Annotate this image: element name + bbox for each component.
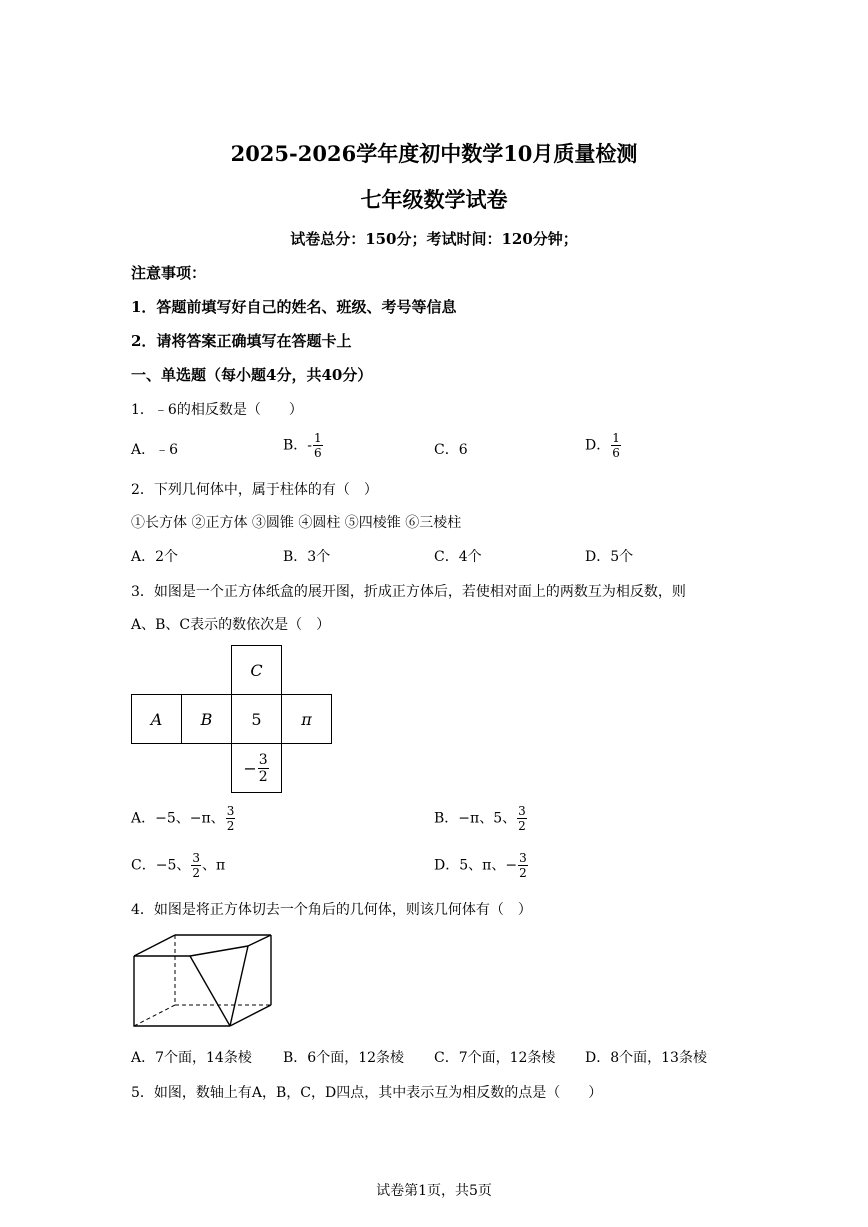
q2-option-a: A．2个 — [131, 549, 179, 565]
net-frac-numerator: 3 — [258, 751, 268, 768]
q2-items: ①长方体 ②正方体 ③圆锥 ④圆柱 ⑤四棱锥 ⑥三棱柱 — [131, 515, 462, 531]
q1-option-d-prefix: D． — [585, 437, 611, 454]
net-cell-c: C — [231, 645, 282, 695]
q3-c-fraction — [191, 851, 201, 880]
q4-option-b: B．6个面，12条棱 — [283, 1050, 405, 1066]
exam-info: 试卷总分：150分；考试时间：120分钟； — [290, 230, 578, 248]
q3-b-fraction — [517, 804, 527, 833]
q3-option-c — [131, 851, 225, 880]
q5-stem: 5．如图，数轴上有A，B，C，D四点，其中表示互为相反数的点是（ ） — [131, 1085, 603, 1101]
q1-d-denominator: 6 — [612, 446, 620, 460]
note-item-2: 2．请将答案正确填写在答题卡上 — [131, 332, 352, 350]
q3-c-numerator: 3 — [192, 851, 200, 865]
cut-edge-left — [190, 956, 230, 1026]
q4-option-a: A．7个面，14条棱 — [131, 1050, 252, 1066]
q2-option-c: C．4个 — [434, 549, 482, 565]
q3-c-text1: C．−5、 — [131, 857, 191, 874]
q3-stem-line2: A、B、C表示的数依次是（ ） — [131, 617, 331, 633]
q1-option-a: A．﹣6 — [131, 442, 179, 458]
q3-option-b — [434, 804, 528, 833]
cut-edge-right — [230, 946, 248, 1026]
q1-option-d — [585, 431, 622, 460]
net-neg-sign: − — [243, 758, 257, 778]
net-frac-denominator: 2 — [258, 768, 268, 785]
q1-option-c: C．6 — [434, 442, 468, 458]
q4-option-d: D．8个面，13条棱 — [585, 1050, 707, 1066]
net-cell-neg-fraction — [231, 743, 282, 793]
q4-option-c: C．7个面，12条棱 — [434, 1050, 556, 1066]
q3-a-denominator: 2 — [226, 819, 235, 833]
q3-b-numerator: 3 — [518, 804, 526, 818]
q3-option-a — [131, 804, 236, 833]
section-heading: 一、单选题（每小题4分，共40分） — [131, 366, 373, 384]
q2-option-b: B．3个 — [283, 549, 331, 565]
cube-top-left-edge — [134, 935, 175, 956]
q3-a-text: A．−5、−π、 — [131, 810, 225, 827]
net-cell-pi: π — [281, 694, 332, 744]
q2-stem: 2．下列几何体中，属于柱体的有（ ） — [131, 482, 378, 498]
q3-a-fraction — [226, 804, 236, 833]
cut-cube-figure — [128, 930, 278, 1032]
cut-edge-back — [248, 935, 271, 946]
q3-c-denominator: 2 — [192, 866, 200, 880]
exam-subtitle: 七年级数学试卷 — [360, 187, 508, 212]
net-fraction — [258, 752, 269, 785]
q3-d-denominator: 2 — [519, 866, 527, 880]
q3-c-text2: 、π — [202, 857, 226, 874]
q3-a-numerator: 3 — [226, 804, 235, 818]
cube-front-edges — [134, 956, 230, 1026]
q3-option-d — [434, 851, 529, 880]
q1-option-b — [283, 431, 324, 460]
q3-d-numerator: 3 — [519, 851, 527, 865]
q2-option-d: D．5个 — [585, 549, 634, 565]
hidden-bottom-left-edge — [134, 1005, 175, 1026]
page-footer: 试卷第1页，共5页 — [376, 1183, 492, 1199]
cut-edge-top — [190, 946, 248, 956]
q3-stem-line1: 3．如图是一个正方体纸盒的展开图，折成正方体后，若使相对面上的两数互为相反数，则 — [131, 584, 686, 600]
q3-b-text: B．−π、5、 — [434, 810, 517, 827]
net-cell-a: A — [131, 694, 182, 744]
q1-b-numerator: 1 — [314, 431, 322, 445]
q1-d-numerator: 1 — [612, 431, 620, 445]
q1-option-b-fraction — [313, 431, 323, 460]
q1-stem: 1．﹣6的相反数是（ ） — [131, 402, 303, 418]
cube-bottom-right-edge — [230, 1005, 271, 1026]
net-cell-b: B — [181, 694, 232, 744]
net-cell-five: 5 — [231, 694, 282, 744]
q3-b-denominator: 2 — [518, 819, 526, 833]
notes-heading: 注意事项： — [131, 264, 207, 282]
q3-d-text: D．5、π、− — [434, 857, 518, 874]
exam-title: 2025-2026学年度初中数学10月质量检测 — [230, 141, 638, 166]
q1-b-denominator: 6 — [314, 446, 322, 460]
note-item-1: 1．答题前填写好自己的姓名、班级、考号等信息 — [131, 298, 457, 316]
q3-d-fraction — [518, 851, 528, 880]
q4-stem: 4．如图是将正方体切去一个角后的几何体，则该几何体有（ ） — [131, 902, 532, 918]
q1-option-b-prefix: B．- — [283, 437, 313, 454]
q1-option-d-fraction — [611, 431, 621, 460]
